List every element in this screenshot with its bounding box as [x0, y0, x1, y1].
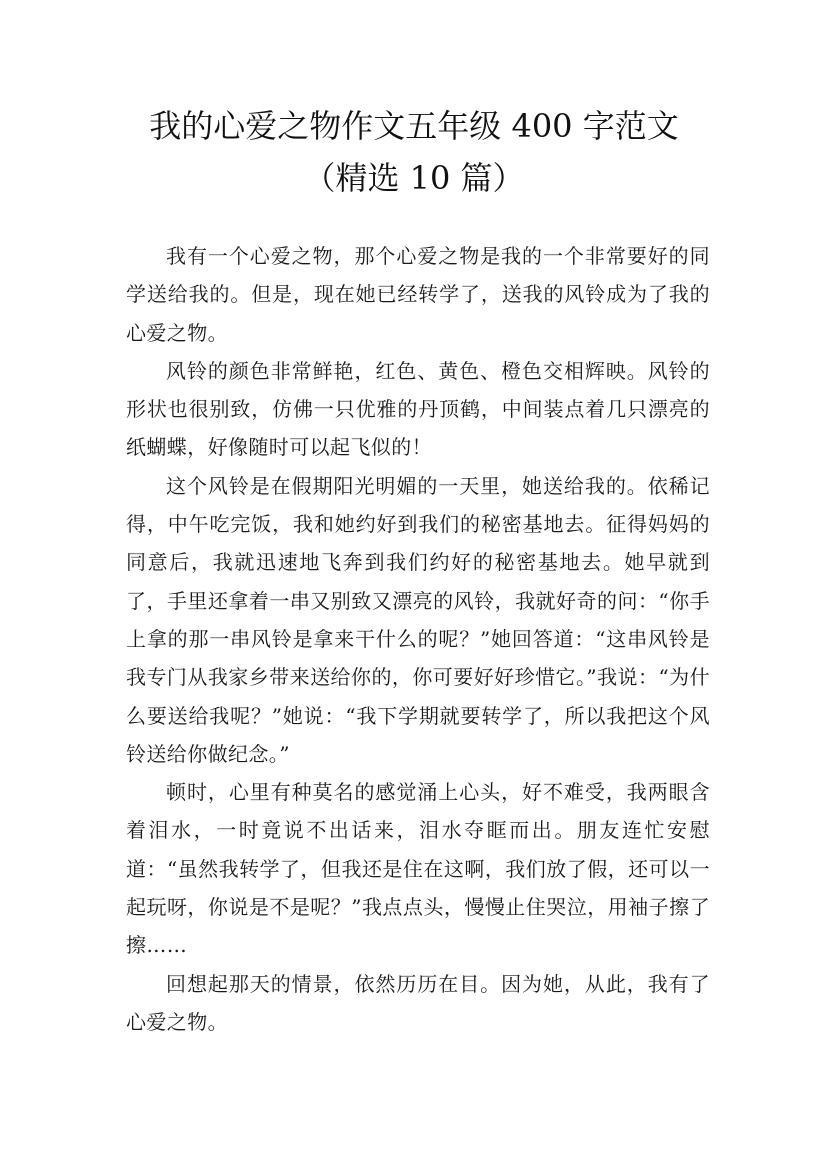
- paragraph-4: 顿时，心里有种莫名的感觉涌上心头，好不难受，我两眼含着泪水，一时竟说不出话来，泪水夺眶而出。朋友连忙安慰道：“虽然我转学了，但我还是住在这啊，我们放了假，还可以一起玩呀，你说是不是呢？”我点点头，慢慢止住哭泣，用袖子擦了擦……: [126, 780, 710, 958]
- document-title: 我的心爱之物作文五年级 400 字范文（精选 10 篇）: [149, 107, 679, 197]
- paragraph-5: 回想起那天的情景，依然历历在目。因为她，从此，我有了心爱之物。: [126, 971, 710, 1034]
- paragraph-2: 风铃的颜色非常鲜艳，红色、黄色、橙色交相辉映。风铃的形状也很别致，仿佛一只优雅的丹顶鹤，中间装点着几只漂亮的纸蝴蝶，好像随时可以起飞似的！: [126, 358, 710, 460]
- paragraph-1: 我有一个心爱之物，那个心爱之物是我的一个非常要好的同学送给我的。但是，现在她已经转学了，送我的风铃成为了我的心爱之物。: [126, 244, 710, 345]
- paragraph-3: 这个风铃是在假期阳光明媚的一天里，她送给我的。依稀记得，中午吃完饭，我和她约好到我们的秘密基地去。征得妈妈的同意后，我就迅速地飞奔到我们约好的秘密基地去。她早就到了，手里还拿着一串又别致又漂亮的风铃，我就好奇的问：“你手上拿的那一串风铃是拿来干什么的呢？”她回答道：“这串风铃是我专门从我家乡带来送给你的，你可要好好珍惜它。”我说：“为什么要送给我呢？”她说：“我下学期就要转学了，所以我把这个风铃送给你做纪念。”: [126, 473, 710, 766]
- document-body: [126, 237, 710, 1041]
